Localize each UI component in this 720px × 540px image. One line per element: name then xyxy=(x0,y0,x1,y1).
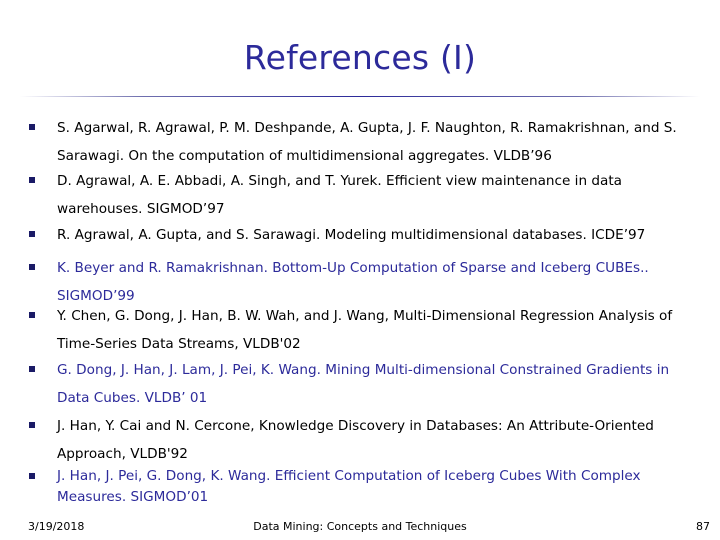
title-divider xyxy=(20,96,700,97)
reference-item xyxy=(29,466,705,508)
footer-title: Data Mining: Concepts and Techniques xyxy=(253,520,467,533)
reference-text: S. Agarwal, R. Agrawal, P. M. Deshpande, A. Gupta, J. F. Naughton, R. Ramakrishnan, and S. Sarawagi. On the computation of multidimensional aggregates. VLDB’96 xyxy=(57,120,677,164)
square-bullet-icon xyxy=(29,366,35,372)
reference-item xyxy=(29,221,705,249)
reference-text: K. Beyer and R. Ramakrishnan. Bottom-Up Computation of Sparse and Iceberg CUBEs.. SIGMOD’99 xyxy=(57,260,649,304)
reference-item xyxy=(29,167,705,223)
reference-text: R. Agrawal, A. Gupta, and S. Sarawagi. Modeling multidimensional databases. ICDE’97 xyxy=(57,227,646,243)
reference-item xyxy=(29,114,705,170)
reference-item xyxy=(29,356,705,412)
reference-item xyxy=(29,412,705,468)
reference-item xyxy=(29,302,705,358)
square-bullet-icon xyxy=(29,312,35,318)
reference-text: D. Agrawal, A. E. Abbadi, A. Singh, and T. Yurek. Efficient view maintenance in data warehouses. SIGMOD’97 xyxy=(57,173,623,217)
slide-title: References (I) xyxy=(243,38,477,77)
square-bullet-icon xyxy=(29,264,35,270)
footer-date: 3/19/2018 xyxy=(28,520,85,533)
reference-text: G. Dong, J. Han, J. Lam, J. Pei, K. Wang. Mining Multi-dimensional Constrained Gradients in Data Cubes. VLDB’ 01 xyxy=(57,362,670,406)
reference-text: Y. Chen, G. Dong, J. Han, B. W. Wah, and J. Wang, Multi-Dimensional Regression Analysis of Time-Series Data Streams, VLDB'02 xyxy=(57,308,673,352)
reference-text: J. Han, J. Pei, G. Dong, K. Wang. Efficient Computation of Iceberg Cubes With Complex Measures. SIGMOD’01 xyxy=(57,468,641,505)
square-bullet-icon xyxy=(29,177,35,183)
square-bullet-icon xyxy=(29,124,35,130)
reference-text: J. Han, Y. Cai and N. Cercone, Knowledge Discovery in Databases: An Attribute-Oriented Approach, VLDB'92 xyxy=(57,418,654,462)
square-bullet-icon xyxy=(29,473,35,479)
page-number: 87 xyxy=(696,520,710,533)
square-bullet-icon xyxy=(29,231,35,237)
square-bullet-icon xyxy=(29,422,35,428)
